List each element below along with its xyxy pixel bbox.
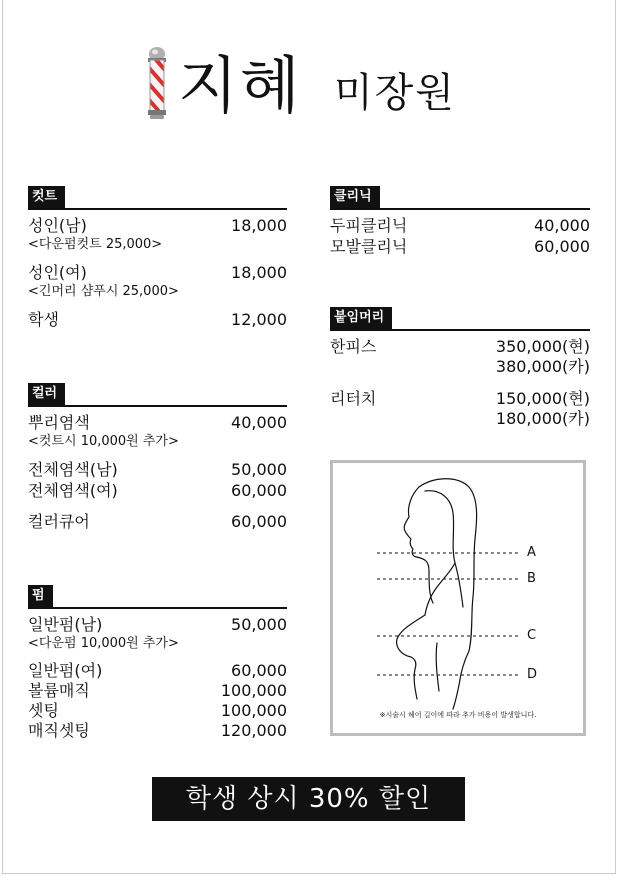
item-price-card: 380,000(카) <box>495 357 590 376</box>
section-header <box>330 307 590 331</box>
item-note: <컷트시 10,000원 추가> <box>28 434 179 449</box>
item-name: 한피스 <box>330 337 377 356</box>
item-price: 150,000(현) <box>495 389 590 408</box>
length-label-b: B <box>527 571 536 586</box>
item-price: 50,000 <box>231 460 287 479</box>
item-price: 18,000 <box>231 263 287 282</box>
item-name: 학생 <box>28 310 59 329</box>
item-name: 두피클리닉 <box>330 216 408 235</box>
section-header <box>28 585 287 609</box>
section-title: 펌 <box>28 585 53 607</box>
woman-silhouette-icon <box>333 463 583 733</box>
item-price: 120,000 <box>220 721 287 740</box>
section-header <box>330 186 590 210</box>
item-name: 전체염색(남) <box>28 460 118 479</box>
student-discount-banner: 학생 상시 30% 할인 <box>152 777 465 821</box>
item-price-card: 180,000(카) <box>495 409 590 428</box>
item-price: 350,000(현) <box>495 337 590 356</box>
item-name: 전체염색(여) <box>28 481 118 500</box>
section-extension <box>330 307 590 428</box>
section-header <box>28 383 287 407</box>
barber-pole-icon <box>144 46 170 126</box>
item-price: 100,000 <box>220 681 287 700</box>
section-header <box>28 186 287 210</box>
item-note: <다운펌컷트 25,000> <box>28 237 163 252</box>
item-note: <긴머리 샴푸시 25,000> <box>28 284 179 299</box>
item-price: 60,000 <box>534 237 590 256</box>
item-price: 40,000 <box>534 216 590 235</box>
item-name: 리터치 <box>330 389 377 408</box>
section-perm <box>28 585 287 740</box>
section-clinic <box>330 186 590 256</box>
brand-suffix: 미장원 <box>334 70 456 116</box>
item-name: 일반펌(여) <box>28 661 103 680</box>
section-color <box>28 383 287 531</box>
item-price: 60,000 <box>231 512 287 531</box>
item-name: 성인(여) <box>28 263 87 282</box>
item-price: 100,000 <box>220 701 287 720</box>
item-price: 50,000 <box>231 615 287 634</box>
item-name: 셋팅 <box>28 701 59 720</box>
item-note: <다운펌 10,000원 추가> <box>28 636 179 651</box>
item-price: 40,000 <box>231 413 287 432</box>
item-name: 뿌리염색 <box>28 413 90 432</box>
brand-name: 지혜 <box>178 49 302 122</box>
length-label-a: A <box>527 545 536 560</box>
hair-length-diagram <box>330 460 586 736</box>
section-title: 컬러 <box>28 383 65 405</box>
item-price: 12,000 <box>231 310 287 329</box>
item-name: 모발클리닉 <box>330 237 408 256</box>
item-price: 18,000 <box>231 216 287 235</box>
item-name: 볼륨매직 <box>28 681 90 700</box>
item-price: 60,000 <box>231 661 287 680</box>
item-name: 성인(남) <box>28 216 87 235</box>
item-price: 60,000 <box>231 481 287 500</box>
section-title: 붙임머리 <box>330 307 392 329</box>
item-name: 일반펌(남) <box>28 615 103 634</box>
section-title: 컷트 <box>28 186 65 208</box>
length-label-c: C <box>527 628 537 643</box>
item-name: 컬러큐어 <box>28 512 90 531</box>
item-name: 매직셋팅 <box>28 721 90 740</box>
length-label-d: D <box>527 667 538 682</box>
section-cut <box>28 186 287 329</box>
diagram-note: ※시술시 헤어 길이에 따라 추가 비용이 발생합니다. <box>379 711 537 719</box>
section-title: 클리닉 <box>330 186 380 208</box>
